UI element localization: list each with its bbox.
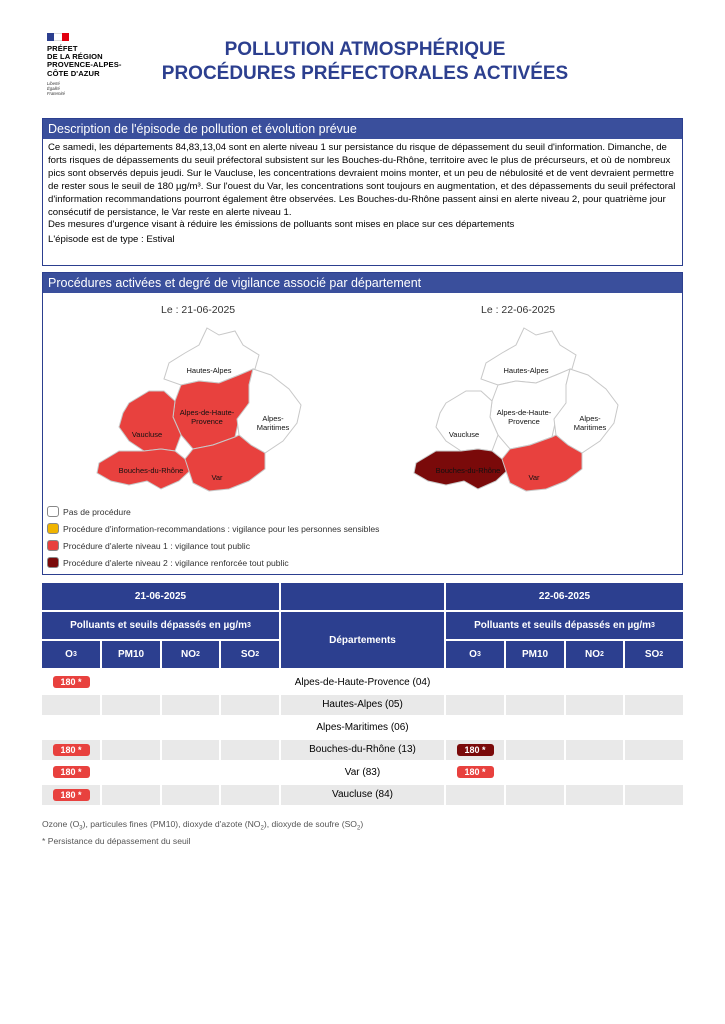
- table-cell-right-0: [446, 740, 504, 760]
- legend-label: Procédure d'information-recommandations : vigilance pour les personnes sensibles: [63, 523, 380, 534]
- legend-label: Procédure d'alerte niveau 2 : vigilance renforcée tout public: [63, 557, 289, 568]
- description-heading: Description de l'épisode de pollution et évolution prévue: [43, 119, 682, 139]
- table-cell-right-1: [506, 740, 564, 760]
- table-cell-left-0: [42, 740, 100, 760]
- table-cell-left-3: [221, 762, 279, 782]
- legend-label: Pas de procédure: [63, 506, 131, 517]
- legend-swatch: [47, 506, 59, 517]
- logo-text: PRÉFET DE LA RÉGION PROVENCE-ALPES- CÔTE D'AZUR: [47, 44, 122, 78]
- header-departments: Départements: [281, 612, 444, 668]
- footnotes: [42, 818, 363, 847]
- map-21-06: [89, 323, 319, 493]
- table-cell-right-0: [446, 717, 504, 737]
- title-line-2: PROCÉDURES PRÉFECTORALES ACTIVÉES: [161, 63, 569, 84]
- table-cell-left-1: [102, 762, 160, 782]
- map-date-right: Le : 22-06-2025: [481, 304, 556, 316]
- table-row-department: Hautes-Alpes (05): [281, 695, 444, 715]
- table-cell-left-0: [42, 672, 100, 692]
- table-row-department: Alpes-Maritimes (06): [316, 721, 409, 733]
- table-cell-right-0: [446, 762, 504, 782]
- table-cell-left-0: [42, 717, 100, 737]
- footnote-pollutants: Ozone $(O_3)$, particules fines (PM10), dioxyde d'azote $(NO_2)$, dioxyde de soufre $(SO_2)$: [42, 819, 364, 832]
- legend-item-none: [47, 506, 131, 517]
- table-cell-left-0: [42, 762, 100, 782]
- table-cell-right-0: [446, 672, 504, 692]
- table-cell-left-1: [102, 672, 160, 692]
- procedures-heading: Procédures activées et degré de vigilance associé par département: [43, 273, 682, 293]
- title-line-1: POLLUTION ATMOSPHÉRIQUE: [224, 39, 506, 60]
- table-cell-left-2: [162, 740, 219, 760]
- legend-item-info: [47, 523, 379, 534]
- label-am: Alpes-Maritimes: [256, 414, 290, 432]
- header-pollutants-right: Polluants et seuils dépassés en µg/m 3: [446, 612, 683, 639]
- label-vaucluse: Vaucluse: [448, 430, 480, 439]
- legend-label: Procédure d'alerte niveau 1 : vigilance tout public: [63, 540, 250, 551]
- table-row-department: Bouches-du-Rhône (13): [281, 740, 444, 760]
- header-o3-left: O 3: [42, 641, 100, 668]
- label-var: Var: [211, 473, 223, 482]
- header-date-right: 22-06-2025: [446, 583, 683, 610]
- label-am: Alpes-Maritimes: [573, 414, 607, 432]
- header-blank: [281, 583, 444, 610]
- footnote-persistence: * Persistance du dépassement du seuil: [42, 835, 191, 846]
- table-cell-right-3: [625, 740, 683, 760]
- procedures-panel: [42, 272, 683, 575]
- table-cell-left-1: [102, 717, 160, 737]
- table-cell-right-1: [506, 717, 564, 737]
- label-hautes-alpes: Hautes-Alpes: [503, 366, 549, 375]
- threshold-badge: 180 *: [53, 789, 90, 801]
- table-row-department: Var (83): [344, 766, 381, 778]
- table-cell-left-0: [42, 695, 100, 715]
- table-cell-left-3: [221, 672, 279, 692]
- table-cell-right-0: [446, 695, 504, 715]
- table-cell-left-2: [162, 762, 219, 782]
- table-cell-left-1: [102, 695, 160, 715]
- legend-swatch: [47, 557, 59, 568]
- header-no2-right: NO 2: [566, 641, 623, 668]
- table-cell-right-3: [625, 785, 683, 805]
- table-cell-left-3: [221, 740, 279, 760]
- logo-motto: Liberté Égalité Fraternité: [47, 80, 65, 96]
- table-cell-right-2: [566, 717, 623, 737]
- table-cell-left-1: [102, 740, 160, 760]
- french-flag-icon: [47, 33, 69, 41]
- threshold-badge: 180 *: [457, 766, 494, 778]
- header-no2-left: NO 2: [162, 641, 219, 668]
- label-vaucluse: Vaucluse: [131, 430, 163, 439]
- table-cell-right-2: [566, 762, 623, 782]
- table-cell-right-2: [566, 740, 623, 760]
- table-cell-left-2: [162, 717, 219, 737]
- threshold-badge: 180 *: [53, 744, 90, 756]
- table-cell-right-3: [625, 762, 683, 782]
- table-cell-right-3: [625, 717, 683, 737]
- description-paragraph: Ce samedi, les départements 84,83,13,04 sont en alerte niveau 1 sur persistance du risque de dépassement du seuil d'information. Dimanche, de forts risques de dépassements du seuil préfectoral subsistent sur les Bouches-du-Rhône, territoire avec le plus de précurseurs, et où de nombreux pics sont observés depuis jeudi. Sur le Vaucluse, les concentrations devraient moins monter, et un peu de nébulosité et de vent devraient permettre de rester sous le seuil de 180 µg/m³. Sur l'ouest du Var, les concentrations sont toujours en augmentation, et des dépassements du seuil préfectoral d'information recommandations pourront également être observées. Les Bouches-du-Rhône passent ainsi en alerte niveau 2, pour quatrième jour consécutif de persistance, le Var reste en alerte niveau 1.: [48, 142, 676, 218]
- table-row-department: Alpes-de-Haute-Provence (04): [294, 676, 431, 688]
- measures-text: Des mesures d'urgence visant à réduire les émissions de polluants sont mises en place sur ces départements: [48, 219, 515, 231]
- header-o3-right: O 3: [446, 641, 504, 668]
- label-bdr: Bouches-du-Rhône: [435, 466, 501, 475]
- header-pm10-right: PM10: [506, 641, 564, 668]
- threshold-badge: 180 *: [53, 676, 90, 688]
- table-cell-right-0: [446, 785, 504, 805]
- label-ahp: Alpes-de-Haute-Provence: [179, 408, 235, 426]
- table-cell-right-1: [506, 785, 564, 805]
- label-ahp: Alpes-de-Haute-Provence: [496, 408, 552, 426]
- table-cell-right-3: [625, 695, 683, 715]
- region-vaucluse: [436, 391, 498, 451]
- threshold-badge: 180 *: [457, 744, 494, 756]
- legend-swatch: [47, 540, 59, 551]
- table-cell-left-3: [221, 785, 279, 805]
- description-panel: [42, 118, 683, 266]
- table-cell-left-3: [221, 695, 279, 715]
- map-date-left: Le : 21-06-2025: [161, 304, 236, 316]
- table-cell-right-2: [566, 785, 623, 805]
- table-cell-right-1: [506, 672, 564, 692]
- table-row-department: Vaucluse (84): [281, 785, 444, 805]
- header-pm10-left: PM10: [102, 641, 160, 668]
- table-cell-left-2: [162, 672, 219, 692]
- legend-swatch: [47, 523, 59, 534]
- table-cell-left-3: [221, 717, 279, 737]
- legend-item-alert1: [47, 540, 250, 551]
- table-cell-right-3: [625, 672, 683, 692]
- episode-type: L'épisode est de type : Estival: [48, 234, 175, 246]
- table-cell-right-2: [566, 672, 623, 692]
- table-cell-right-2: [566, 695, 623, 715]
- table-cell-right-1: [506, 762, 564, 782]
- table-cell-left-1: [102, 785, 160, 805]
- table-cell-left-0: [42, 785, 100, 805]
- table-cell-right-1: [506, 695, 564, 715]
- header-so2-right: SO 2: [625, 641, 683, 668]
- header-pollutants-left: Polluants et seuils dépassés en µg/m 3: [42, 612, 279, 639]
- label-hautes-alpes: Hautes-Alpes: [186, 366, 232, 375]
- label-bdr: Bouches-du-Rhône: [118, 466, 184, 475]
- threshold-badge: 180 *: [53, 766, 90, 778]
- legend-item-alert2: [47, 557, 289, 568]
- header-so2-left: SO 2: [221, 641, 279, 668]
- table-cell-left-2: [162, 785, 219, 805]
- table-cell-left-2: [162, 695, 219, 715]
- header-date-left: 21-06-2025: [42, 583, 279, 610]
- page-title: [130, 38, 600, 86]
- map-22-06: [406, 323, 636, 493]
- label-var: Var: [528, 473, 540, 482]
- region-vaucluse: [119, 391, 181, 451]
